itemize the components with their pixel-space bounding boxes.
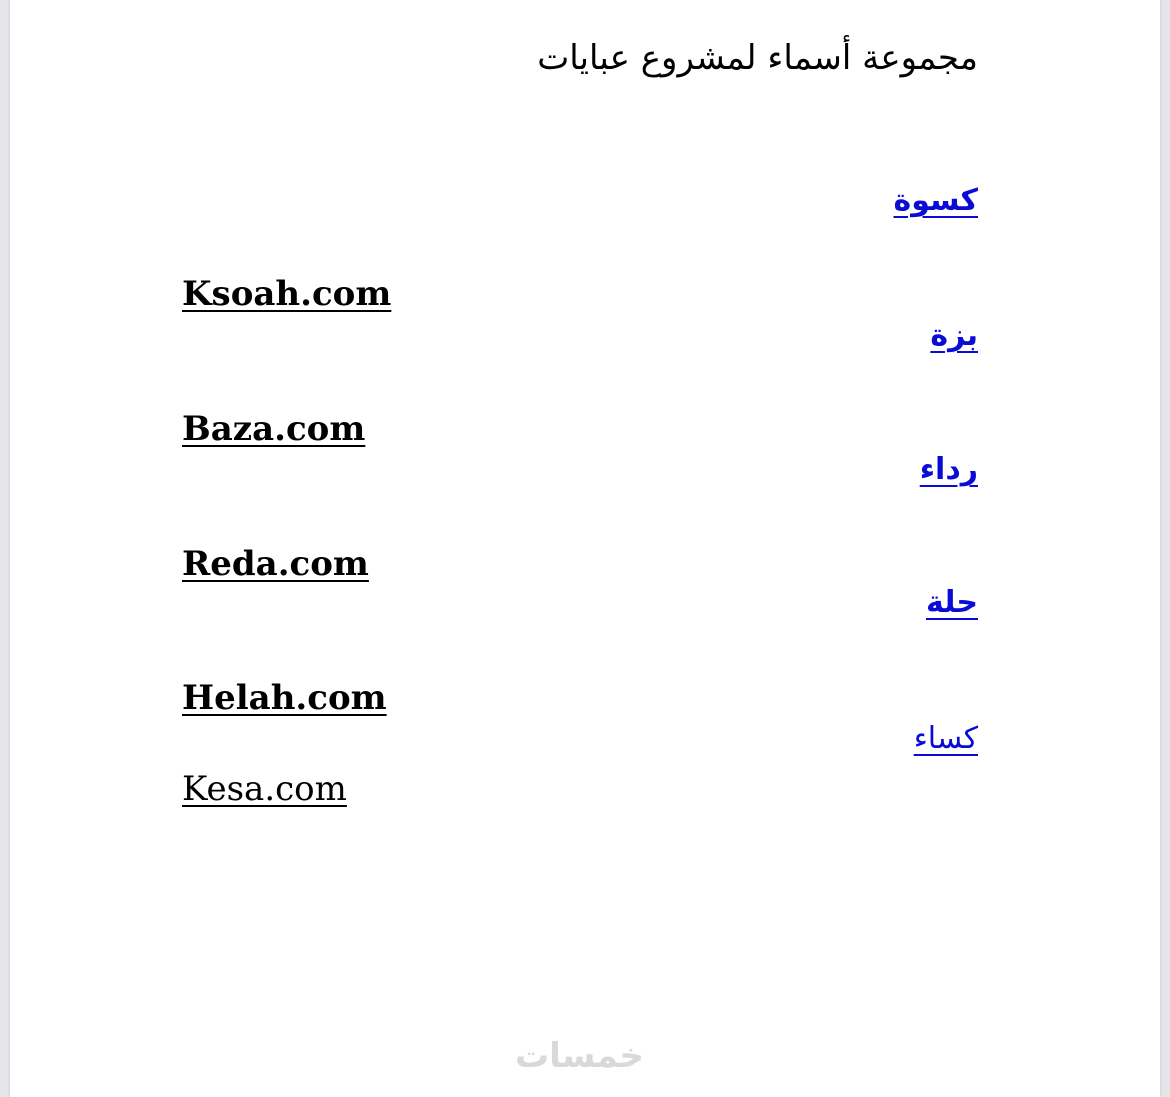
arabic-name-link-kesa[interactable]: كساء [913,721,978,756]
domain-text-kesa: Kesa.com [182,769,347,809]
domain-text-baza: Baza.com [182,409,366,449]
document-title: مجموعة أسماء لمشروع عبايات [537,38,978,78]
arabic-name-link-ksoah[interactable]: كسوة [893,183,978,218]
arabic-name-link-reda[interactable]: رداء [919,452,978,487]
arabic-name-link-baza[interactable]: بزة [930,318,978,353]
arabic-name-link-helah[interactable]: حلة [925,585,978,620]
domain-text-reda: Reda.com [182,544,369,584]
domain-text-ksoah: Ksoah.com [182,274,392,314]
khamsat-watermark: خمسات [515,1036,644,1076]
document-page [10,0,1160,1097]
domain-text-helah: Helah.com [182,678,387,718]
